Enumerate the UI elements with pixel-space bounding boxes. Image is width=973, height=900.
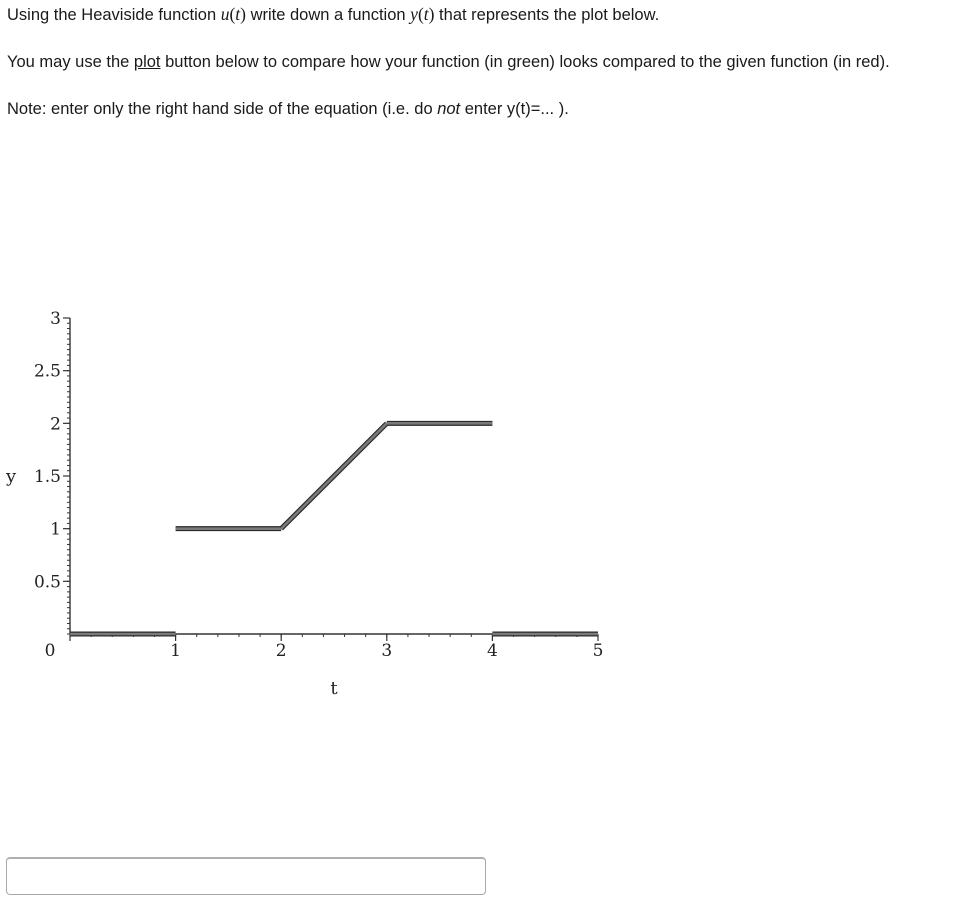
paren-close: )	[240, 4, 246, 24]
emphasis-not: not	[437, 100, 461, 118]
variable-t: t	[423, 4, 429, 24]
y-tick-label: 2.5	[33, 361, 61, 382]
paren-open: (	[229, 4, 236, 24]
instruction-paragraph-2	[7, 52, 890, 72]
x-tick-label: 4	[486, 641, 498, 661]
chart-series	[70, 423, 598, 634]
heaviside-symbol: u	[220, 4, 230, 24]
x-axis-label: t	[330, 678, 338, 699]
instruction-paragraph-3	[7, 99, 569, 119]
x-tick-label: 5	[592, 641, 604, 661]
x-tick-label: 3	[381, 641, 393, 661]
instruction-text: write down a function	[245, 6, 411, 24]
x-tick-label: 1	[170, 641, 182, 661]
instruction-text: that represents the plot below.	[434, 6, 660, 24]
instruction-text: button below to compare how your function (in green) looks compared to the given function (in red).	[160, 53, 890, 71]
x-tick-label: 2	[275, 641, 287, 661]
variable-t: t	[235, 4, 241, 24]
paren-open: (	[417, 4, 424, 24]
heaviside-plot	[0, 300, 640, 700]
instruction-text: Using the Heaviside function	[7, 6, 221, 24]
instruction-text: Note: enter only the right hand side of the equation (i.e. do	[7, 100, 438, 118]
instruction-text: You may use the	[7, 53, 134, 71]
instruction-text: enter y(t)=... ).	[460, 100, 569, 118]
y-tick-label: 1.5	[33, 467, 61, 487]
function-symbol-y: y	[410, 4, 418, 24]
answer-input[interactable]	[6, 857, 486, 895]
y-tick-label: 1	[50, 519, 61, 540]
instruction-paragraph-1	[7, 4, 659, 25]
x-tick-label: 0	[44, 641, 56, 661]
y-tick-label: 0.5	[33, 572, 61, 593]
plot-link[interactable]: plot	[133, 53, 161, 71]
paren-close: )	[428, 4, 435, 24]
segment-ramp	[281, 423, 387, 528]
y-axis-label: y	[6, 466, 17, 487]
y-tick-label: 2	[50, 414, 61, 435]
y-tick-label: 3	[50, 309, 61, 329]
